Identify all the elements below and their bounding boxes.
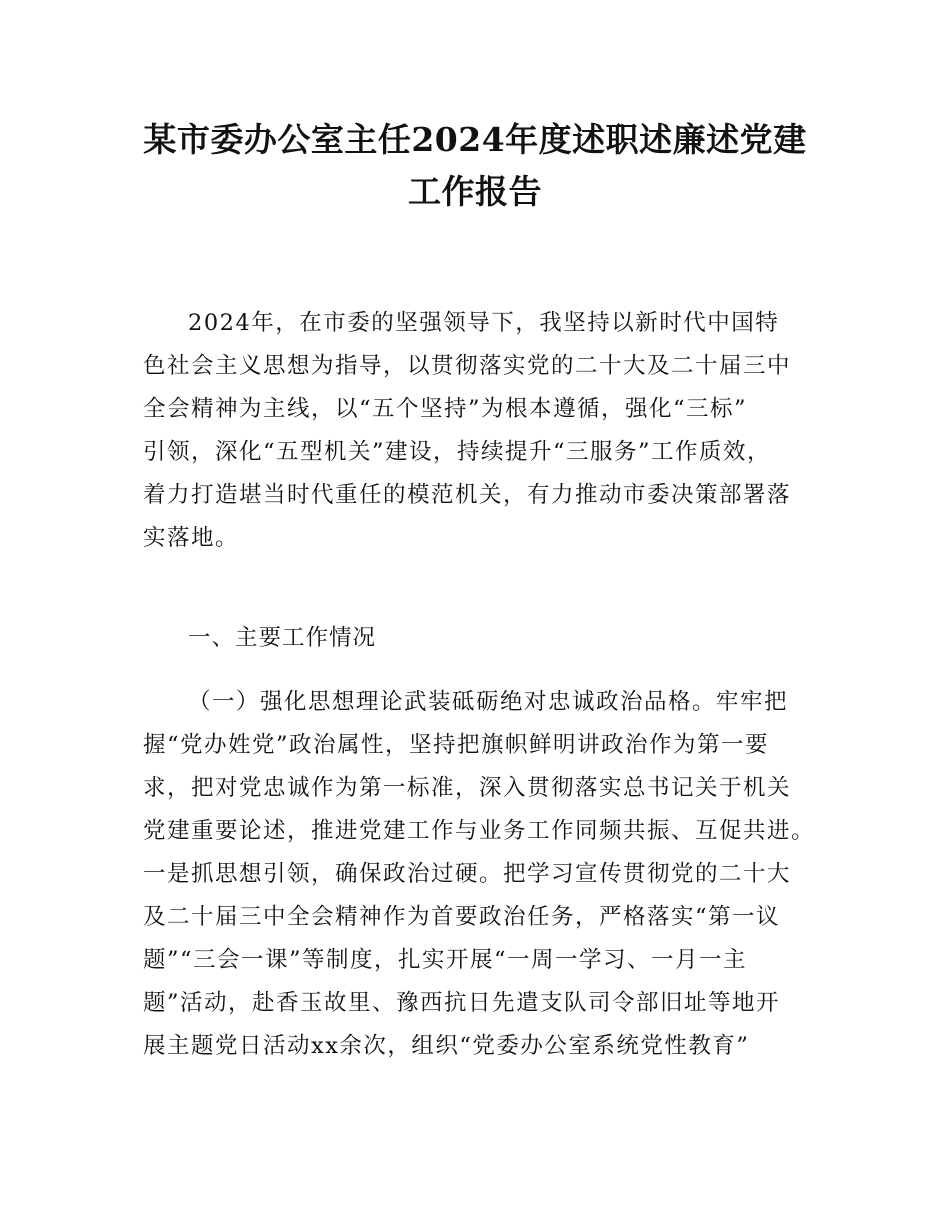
paragraph-line: 党建重要论述，推进党建工作与业务工作同频共振、互促共进。 — [143, 818, 816, 844]
paragraph-line: 引领，深化“五型机关”建设，持续提升“三服务”工作质效， — [143, 439, 772, 465]
body-paragraph — [143, 681, 816, 1068]
document-title — [100, 114, 850, 218]
paragraph-line: 着力打造堪当时代重任的模范机关，有力推动市委决策部署落 — [143, 482, 792, 508]
paragraph-line: 2024年，在市委的坚强领导下，我坚持以新时代中国特 — [188, 310, 780, 336]
paragraph-line: 一是抓思想引领，确保政治过硬。把学习宣传贯彻党的二十大 — [143, 861, 792, 887]
paragraph-line: 全会精神为主线，以“五个坚持”为根本遵循，强化“三标” — [143, 396, 748, 422]
paragraph-line: 实落地。 — [143, 525, 240, 551]
section-heading: 一、主要工作情况 — [188, 625, 377, 651]
intro-paragraph — [143, 302, 813, 560]
paragraph-line: 题”活动，赴香玉故里、豫西抗日先遣支队司令部旧址等地开 — [143, 990, 781, 1016]
title-line-2: 工作报告 — [408, 172, 542, 211]
paragraph-line: 题”“三会一课”等制度，扎实开展“一周一学习、一月一主 — [143, 947, 748, 973]
title-line-1: 某市委办公室主任2024年度述职述廉述党建 — [143, 120, 807, 159]
paragraph-line: 及二十届三中全会精神作为首要政治任务，严格落实“第一议 — [143, 904, 781, 930]
paragraph-line: 握“党办姓党”政治属性，坚持把旗帜鲜明讲政治作为第一要 — [143, 732, 770, 758]
paragraph-line: 色社会主义思想为指导，以贯彻落实党的二十大及二十届三中 — [143, 353, 792, 379]
paragraph-line: （一）强化思想理论武装砥砺绝对忠诚政治品格。牢牢把 — [188, 689, 789, 715]
paragraph-line: 求，把对党忠诚作为第一标准，深入贯彻落实总书记关于机关 — [143, 775, 792, 801]
paragraph-line: 展主题党日活动xx余次，组织“党委办公室系统党性教育” — [143, 1033, 750, 1059]
